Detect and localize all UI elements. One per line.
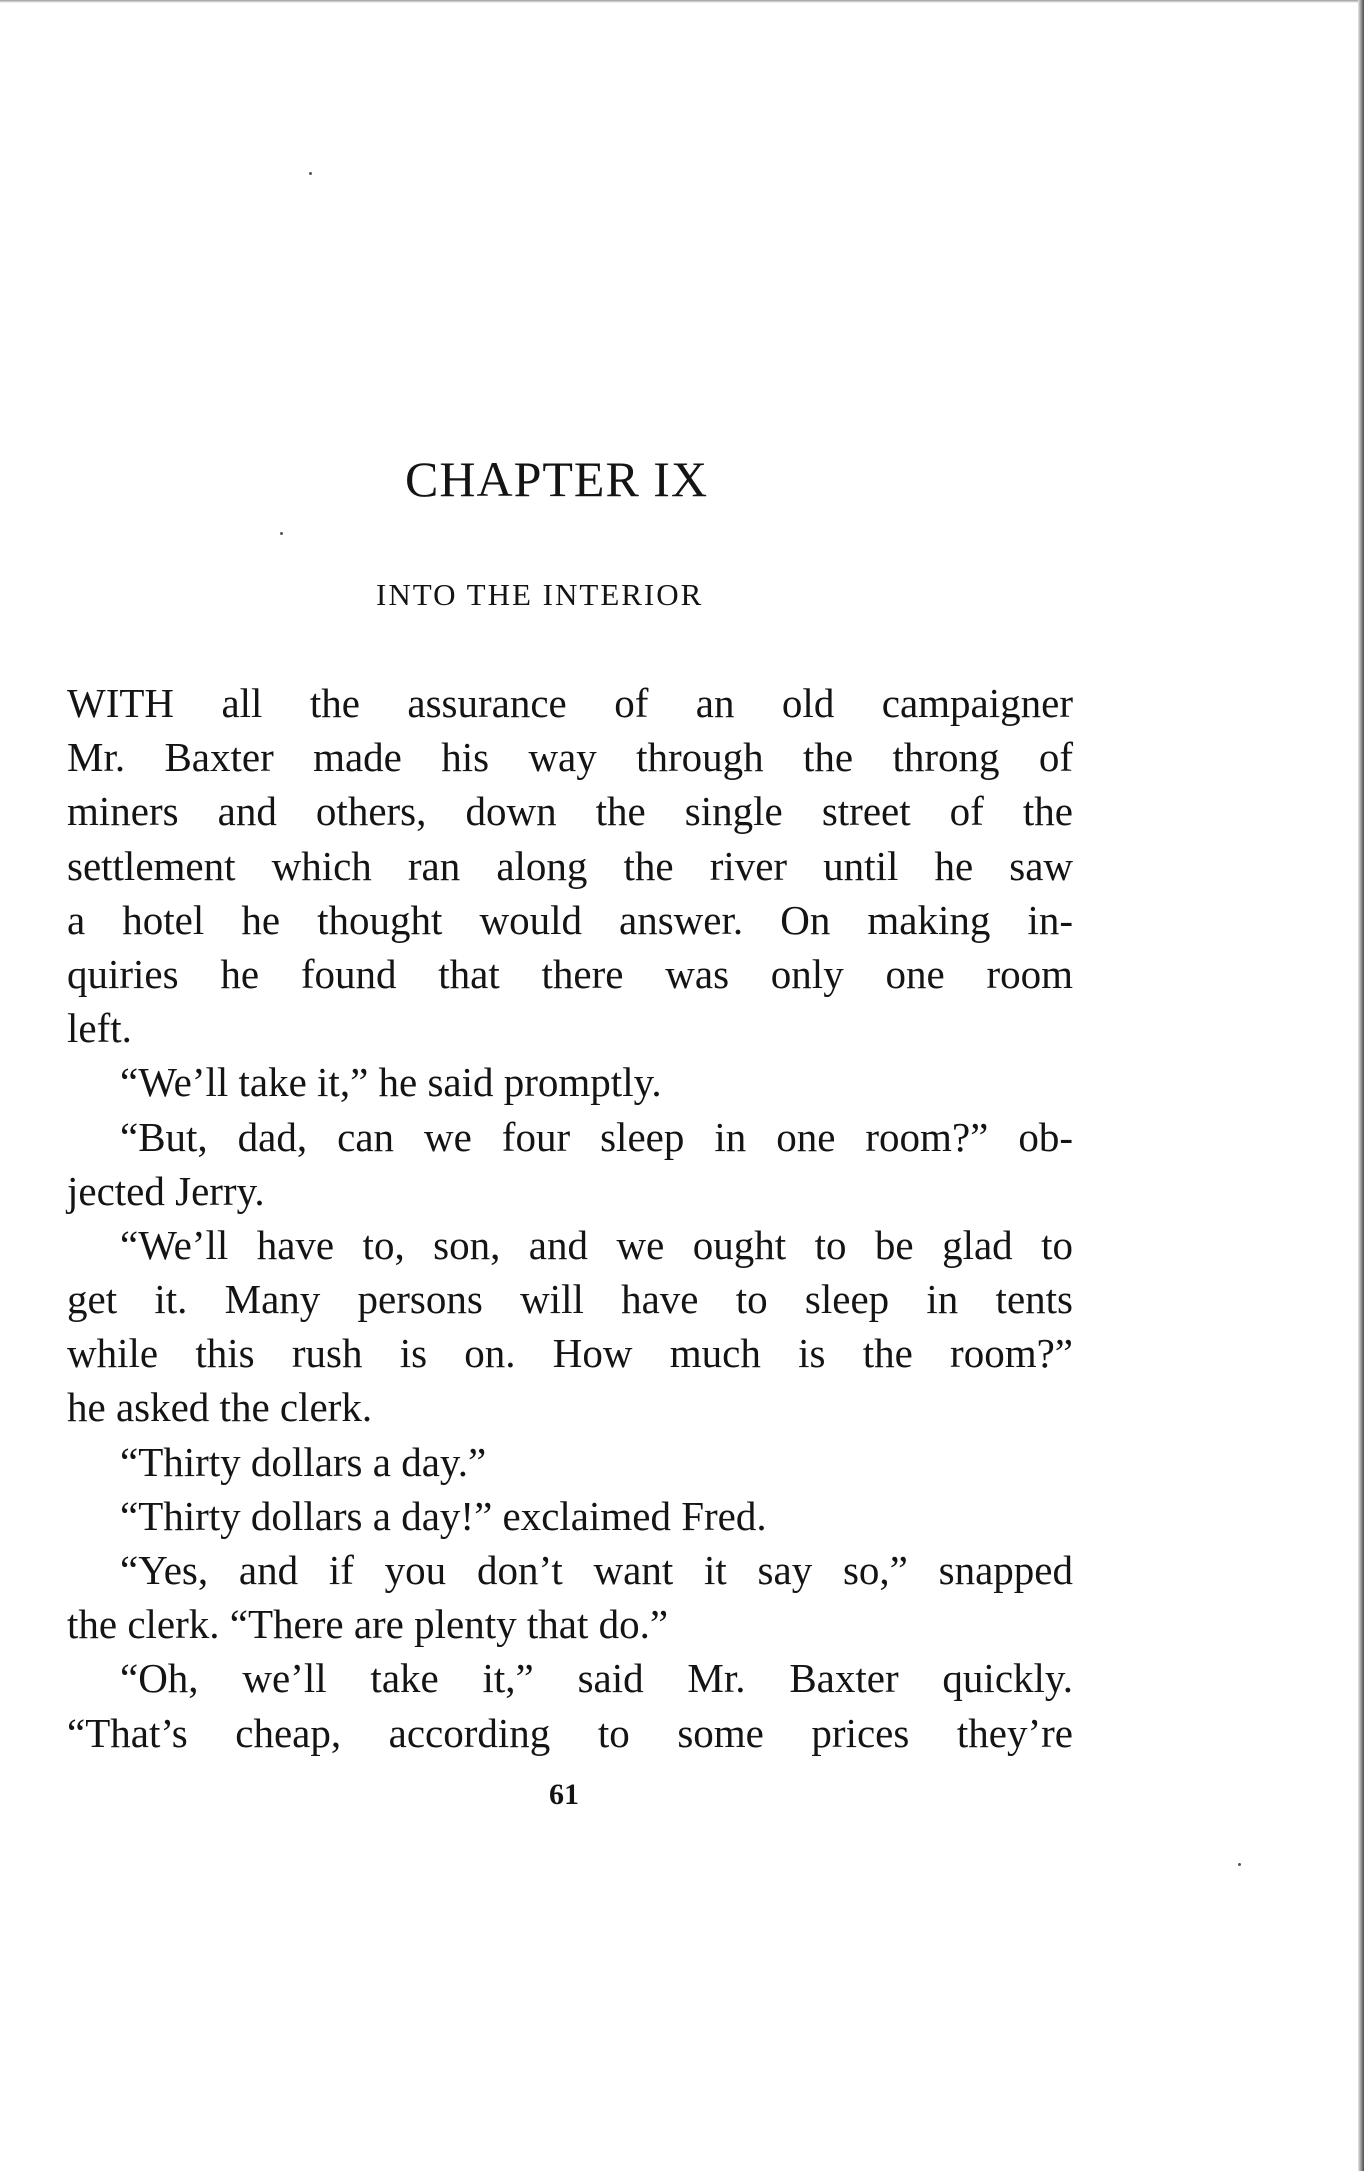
page-top-edge [0, 0, 1364, 3]
text-line: miners and others, down the single street of the [67, 788, 1073, 835]
text-line: a hotel he thought would answer. On making in- [67, 896, 1073, 943]
text-line: “We’ll take it,” he said promptly. [120, 1059, 662, 1106]
chapter-title: CHAPTER IX [405, 451, 709, 507]
text-line: “But, dad, can we four sleep in one room?” ob- [120, 1113, 1073, 1160]
text-line: “That’s cheap, according to some prices they’re [67, 1709, 1073, 1756]
text-line: Mr. Baxter made his way through the throng of [67, 734, 1073, 781]
chapter-body [67, 676, 1073, 1760]
page-right-edge [1358, 0, 1364, 2171]
text-line: WITH all the assurance of an old campaigner [67, 680, 1073, 726]
text-line: “Thirty dollars a day!” exclaimed Fred. [120, 1492, 767, 1539]
page-number: 61 [549, 1778, 579, 1811]
text-line: “Yes, and if you don’t want it say so,” snapped [120, 1547, 1073, 1593]
text-line: “Oh, we’ll take it,” said Mr. Baxter quickly. [120, 1655, 1073, 1702]
text-line: jected Jerry. [67, 1167, 265, 1214]
print-speck [1238, 1863, 1241, 1866]
text-line: quiries he found that there was only one room [67, 950, 1073, 997]
text-line: settlement which ran along the river until he saw [67, 842, 1073, 889]
text-line: “We’ll have to, son, and we ought to be glad to [120, 1221, 1073, 1268]
text-line: left. [67, 1005, 132, 1052]
print-speck [309, 172, 312, 175]
text-line: “Thirty dollars a day.” [120, 1438, 487, 1485]
print-speck [280, 532, 283, 535]
text-line: while this rush is on. How much is the room?” [67, 1330, 1073, 1377]
text-line: get it. Many persons will have to sleep in tents [67, 1276, 1073, 1323]
text-line: he asked the clerk. [67, 1384, 373, 1431]
text-line: the clerk. “There are plenty that do.” [67, 1601, 669, 1648]
chapter-subtitle: INTO THE INTERIOR [376, 577, 704, 612]
